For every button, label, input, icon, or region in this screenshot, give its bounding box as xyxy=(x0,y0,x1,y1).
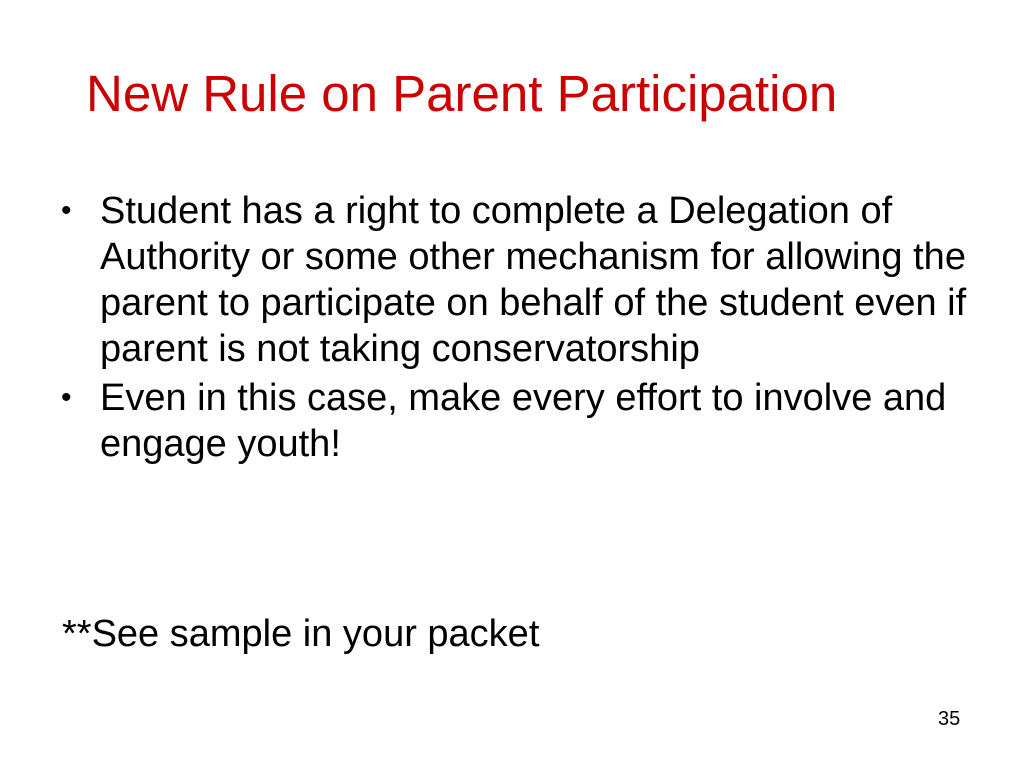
sample-note: **See sample in your packet xyxy=(62,613,540,655)
slide-title: New Rule on Parent Participation xyxy=(86,65,838,122)
bullet-item-engage-youth xyxy=(58,375,970,467)
slide-number: 35 xyxy=(938,708,961,730)
bullet-icon: • xyxy=(61,194,72,227)
bullet-list xyxy=(58,188,978,470)
bullet-item-delegation xyxy=(58,188,970,372)
bullet-text-delegation: Student has a right to complete a Delegation of Authority or some other mechanism for allowing the parent to participate on behalf of the student even if parent is not taking conservatorship xyxy=(100,190,967,370)
bullet-text-engage-youth: Even in this case, make every effort to involve and engage youth! xyxy=(100,377,947,465)
bullet-icon: • xyxy=(61,381,72,414)
